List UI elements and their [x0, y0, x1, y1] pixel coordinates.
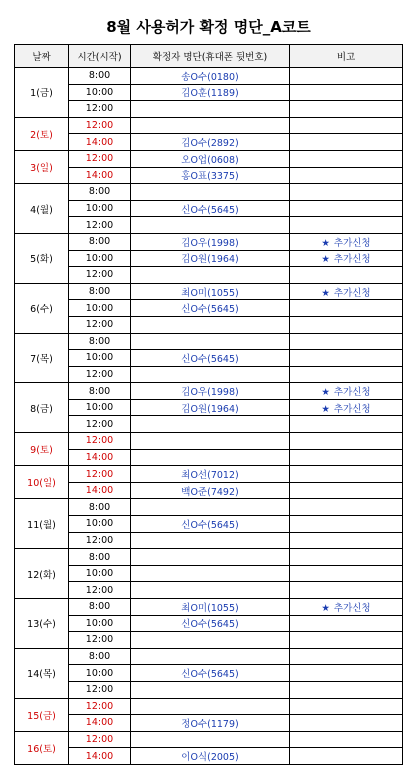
header-time: 시간(시작) — [69, 45, 131, 68]
star-icon: ★ — [321, 237, 330, 249]
table-row — [15, 184, 403, 201]
time-cell: 12:00 — [69, 217, 131, 234]
table-row — [15, 366, 403, 383]
name-cell: 최O미(1055) — [131, 283, 290, 300]
name-cell — [131, 549, 290, 566]
name-cell: 신O수(5645) — [131, 516, 290, 533]
time-cell: 12:00 — [69, 267, 131, 284]
note-cell — [290, 482, 403, 499]
name-cell — [131, 648, 290, 665]
time-cell: 8:00 — [69, 333, 131, 350]
date-cell: 16(토) — [15, 731, 69, 764]
table-row — [15, 117, 403, 134]
note-cell — [290, 300, 403, 317]
name-cell: 김O훈(1189) — [131, 84, 290, 101]
time-cell: 8:00 — [69, 68, 131, 85]
note-cell — [290, 582, 403, 599]
name-cell — [131, 731, 290, 748]
note-cell — [290, 516, 403, 533]
name-cell: 신O수(5645) — [131, 200, 290, 217]
name-cell — [131, 316, 290, 333]
table-row — [15, 715, 403, 732]
note-cell — [290, 433, 403, 450]
time-cell: 10:00 — [69, 250, 131, 267]
time-cell: 12:00 — [69, 316, 131, 333]
table-row — [15, 499, 403, 516]
note-cell — [290, 134, 403, 151]
note-cell — [290, 383, 403, 400]
date-cell: 11(월) — [15, 499, 69, 549]
time-cell: 10:00 — [69, 84, 131, 101]
note-cell — [290, 117, 403, 134]
table-row — [15, 399, 403, 416]
name-cell — [131, 632, 290, 649]
note-cell — [290, 333, 403, 350]
name-cell — [131, 449, 290, 466]
table-row — [15, 681, 403, 698]
table-row — [15, 532, 403, 549]
table-row — [15, 283, 403, 300]
date-cell: 5(화) — [15, 233, 69, 283]
table-row — [15, 383, 403, 400]
note-cell — [290, 399, 403, 416]
date-cell: 7(목) — [15, 333, 69, 383]
note-label: 추가신청 — [333, 387, 371, 399]
note-cell — [290, 632, 403, 649]
star-icon: ★ — [321, 287, 330, 299]
time-cell: 8:00 — [69, 648, 131, 665]
time-cell: 10:00 — [69, 516, 131, 533]
name-cell — [131, 698, 290, 715]
name-cell — [131, 184, 290, 201]
time-cell: 10:00 — [69, 300, 131, 317]
table-row — [15, 582, 403, 599]
header-row — [15, 45, 403, 68]
name-cell: 최O선(7012) — [131, 466, 290, 483]
time-cell: 14:00 — [69, 134, 131, 151]
date-cell: 8(금) — [15, 383, 69, 433]
name-cell: 김O원(1964) — [131, 250, 290, 267]
header-notes: 비고 — [290, 45, 403, 68]
table-row — [15, 233, 403, 250]
page-title: 8월 사용허가 확정 명단_A코트 — [106, 18, 311, 36]
table-row — [15, 599, 403, 616]
time-cell: 8:00 — [69, 499, 131, 516]
time-cell: 12:00 — [69, 416, 131, 433]
table-row — [15, 84, 403, 101]
name-cell: 김O우(1998) — [131, 233, 290, 250]
name-cell — [131, 433, 290, 450]
table-row — [15, 648, 403, 665]
time-cell: 12:00 — [69, 433, 131, 450]
date-cell: 1(금) — [15, 68, 69, 118]
name-cell — [131, 101, 290, 118]
name-cell: 이O식(2005) — [131, 748, 290, 765]
table-row — [15, 68, 403, 85]
name-cell: 정O수(1179) — [131, 715, 290, 732]
note-cell — [290, 466, 403, 483]
table-row — [15, 565, 403, 582]
name-cell: 신O수(5645) — [131, 350, 290, 367]
header-date: 날짜 — [15, 45, 69, 68]
note-label: 추가신청 — [333, 602, 371, 614]
note-cell — [290, 549, 403, 566]
note-cell — [290, 184, 403, 201]
name-cell — [131, 267, 290, 284]
name-cell — [131, 416, 290, 433]
table-row — [15, 300, 403, 317]
note-cell — [290, 565, 403, 582]
table-row — [15, 167, 403, 184]
table-row — [15, 217, 403, 234]
name-cell: 김O원(1964) — [131, 399, 290, 416]
schedule-body — [15, 68, 403, 765]
name-cell — [131, 333, 290, 350]
table-row — [15, 101, 403, 118]
note-label: 추가신청 — [333, 287, 371, 299]
note-cell — [290, 698, 403, 715]
schedule-table — [14, 44, 403, 765]
note-cell — [290, 217, 403, 234]
name-cell: 백O준(7492) — [131, 482, 290, 499]
time-cell: 8:00 — [69, 599, 131, 616]
note-cell — [290, 715, 403, 732]
table-row — [15, 316, 403, 333]
table-row — [15, 416, 403, 433]
time-cell: 10:00 — [69, 615, 131, 632]
time-cell: 8:00 — [69, 184, 131, 201]
table-row — [15, 449, 403, 466]
time-cell: 12:00 — [69, 366, 131, 383]
table-row — [15, 632, 403, 649]
time-cell: 12:00 — [69, 466, 131, 483]
table-row — [15, 350, 403, 367]
star-icon: ★ — [321, 387, 330, 399]
name-cell: 최O미(1055) — [131, 599, 290, 616]
note-cell — [290, 84, 403, 101]
name-cell: 신O수(5645) — [131, 300, 290, 317]
table-row — [15, 665, 403, 682]
table-row — [15, 466, 403, 483]
note-cell — [290, 250, 403, 267]
time-cell: 12:00 — [69, 582, 131, 599]
table-row — [15, 731, 403, 748]
table-row — [15, 748, 403, 765]
time-cell: 10:00 — [69, 200, 131, 217]
time-cell: 14:00 — [69, 748, 131, 765]
name-cell: 신O수(5645) — [131, 665, 290, 682]
time-cell: 10:00 — [69, 665, 131, 682]
note-cell — [290, 615, 403, 632]
name-cell: 신O수(5645) — [131, 615, 290, 632]
note-cell — [290, 101, 403, 118]
date-cell: 2(토) — [15, 117, 69, 150]
time-cell: 12:00 — [69, 117, 131, 134]
name-cell — [131, 499, 290, 516]
time-cell: 8:00 — [69, 283, 131, 300]
table-row — [15, 134, 403, 151]
name-cell — [131, 366, 290, 383]
note-cell — [290, 681, 403, 698]
note-cell — [290, 499, 403, 516]
time-cell: 12:00 — [69, 532, 131, 549]
date-cell: 3(일) — [15, 150, 69, 183]
name-cell — [131, 217, 290, 234]
name-cell — [131, 565, 290, 582]
time-cell: 8:00 — [69, 383, 131, 400]
table-row — [15, 698, 403, 715]
time-cell: 14:00 — [69, 167, 131, 184]
date-cell: 10(일) — [15, 466, 69, 499]
note-cell — [290, 233, 403, 250]
header-names: 확정자 명단(휴대폰 뒷번호) — [131, 45, 290, 68]
note-cell — [290, 532, 403, 549]
time-cell: 12:00 — [69, 681, 131, 698]
note-cell — [290, 748, 403, 765]
note-cell — [290, 283, 403, 300]
date-cell: 12(화) — [15, 549, 69, 599]
table-row — [15, 250, 403, 267]
time-cell: 8:00 — [69, 549, 131, 566]
name-cell: 송O수(0180) — [131, 68, 290, 85]
table-row — [15, 615, 403, 632]
name-cell: 김O수(2892) — [131, 134, 290, 151]
time-cell: 12:00 — [69, 632, 131, 649]
note-cell — [290, 599, 403, 616]
note-label: 추가신청 — [333, 237, 371, 249]
time-cell: 14:00 — [69, 482, 131, 499]
note-label: 추가신청 — [333, 403, 371, 415]
star-icon: ★ — [321, 254, 330, 266]
name-cell — [131, 117, 290, 134]
table-row — [15, 150, 403, 167]
note-cell — [290, 449, 403, 466]
table-row — [15, 433, 403, 450]
date-cell: 15(금) — [15, 698, 69, 731]
note-cell — [290, 731, 403, 748]
date-cell: 9(토) — [15, 433, 69, 466]
name-cell: 오O업(0608) — [131, 150, 290, 167]
note-cell — [290, 68, 403, 85]
name-cell: 김O우(1998) — [131, 383, 290, 400]
note-cell — [290, 665, 403, 682]
table-row — [15, 267, 403, 284]
date-cell: 6(수) — [15, 283, 69, 333]
table-row — [15, 200, 403, 217]
note-cell — [290, 200, 403, 217]
time-cell: 10:00 — [69, 565, 131, 582]
time-cell: 10:00 — [69, 399, 131, 416]
note-cell — [290, 167, 403, 184]
note-cell — [290, 150, 403, 167]
name-cell — [131, 681, 290, 698]
time-cell: 12:00 — [69, 698, 131, 715]
date-cell: 4(월) — [15, 184, 69, 234]
star-icon: ★ — [321, 602, 330, 614]
name-cell — [131, 532, 290, 549]
table-row — [15, 482, 403, 499]
note-label: 추가신청 — [333, 254, 371, 266]
table-row — [15, 516, 403, 533]
time-cell: 14:00 — [69, 715, 131, 732]
note-cell — [290, 267, 403, 284]
note-cell — [290, 366, 403, 383]
date-cell: 14(목) — [15, 648, 69, 698]
name-cell — [131, 582, 290, 599]
time-cell: 8:00 — [69, 233, 131, 250]
time-cell: 12:00 — [69, 731, 131, 748]
name-cell: 홍O표(3375) — [131, 167, 290, 184]
star-icon: ★ — [321, 403, 330, 415]
note-cell — [290, 316, 403, 333]
time-cell: 12:00 — [69, 101, 131, 118]
note-cell — [290, 350, 403, 367]
note-cell — [290, 416, 403, 433]
time-cell: 14:00 — [69, 449, 131, 466]
time-cell: 10:00 — [69, 350, 131, 367]
note-cell — [290, 648, 403, 665]
table-row — [15, 333, 403, 350]
time-cell: 12:00 — [69, 150, 131, 167]
date-cell: 13(수) — [15, 599, 69, 649]
table-row — [15, 549, 403, 566]
